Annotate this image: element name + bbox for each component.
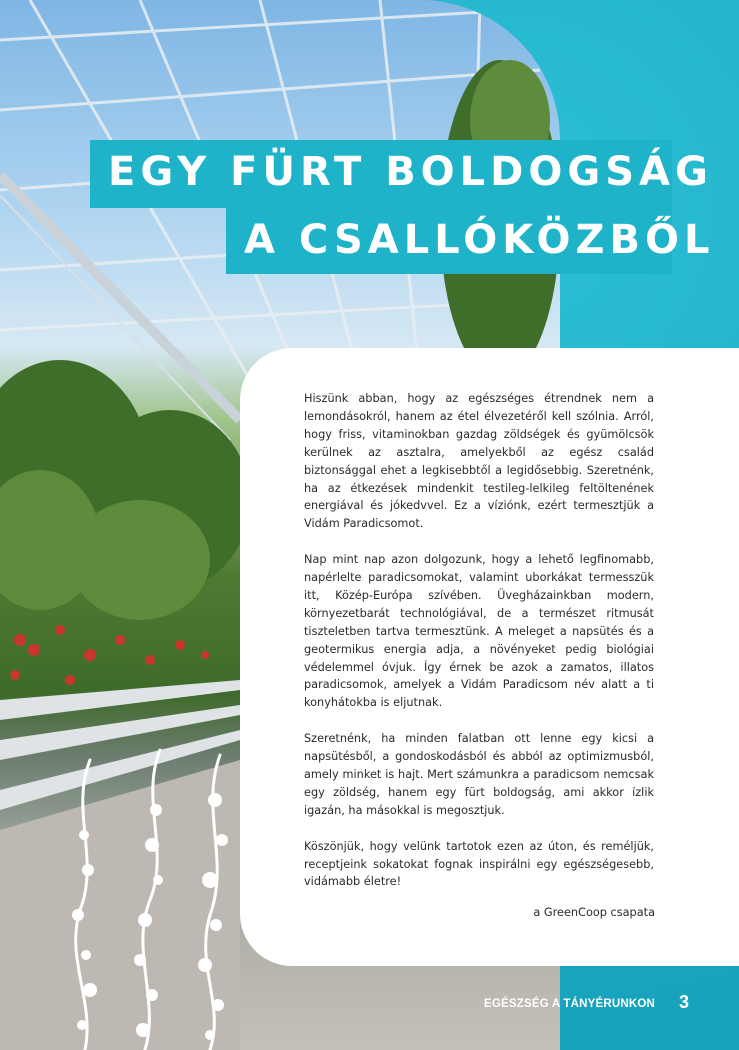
page-number: 3 [678,992,689,1012]
tomato-vine-decoration [60,740,280,1050]
signature: a GreenCoop csapata [533,906,655,919]
text-card [240,348,739,966]
title-line-1: EGY FÜRT BOLDOGSÁG [90,140,672,208]
paragraph-3: Szeretnénk, ha minden falatban ott lenne egy kicsi a napsütésből, a gondoskodásból és abból az optimizmusból, amely minket is hajt. Mert számunkra a paradicsom nemcsak egy zöldség, hanem egy fürt boldogság, ami akkor ízlik igazán, ha másokkal is megosztjuk. [304,732,654,817]
footer-section-label: EGÉSZSÉG A TÁNYÉRUNKON [484,998,655,1010]
paragraph-2: Nap mint nap azon dolgozunk, hogy a lehető legfinomabb, napérlelte paradicsomokat, valamint uborkákat termesszük itt, Közép-Európa szívében. Üvegházainkban modern, környezetbarát technológiával, de a természet ritmusát tiszteletben tartva termesztünk. A meleget a napsütés és a geotermikus energia adja, a növényeket pedig biológiai védelemmel óvjuk. Így érnek be azok a zamatos, illatos paradicsomok, amelyek a Vidám Paradicsom név alatt a ti konyhátokba is eljutnak. [304,553,654,710]
title-line-2: A CSALLÓKÖZBŐL [226,208,672,274]
body-text [304,390,654,909]
paragraph-1: Hiszünk abban, hogy az egészséges étrendnek nem a lemondásokról, hanem az étel élvezetéről kell szólnia. Arról, hogy friss, vitaminokban gazdag zöldségek és gyümölcsök kerülnek az asztalra, amelyekből az egész család biztonsággal ehet a legkisebbtől a legidősebbig. Szeretnénk, ha az étkezések mindenkit testileg-lelkileg feltöltenének energiával és jókedvvel. Ez a víziónk, ezért termesztjük a Vidám Paradicsomot. [304,392,654,531]
paragraph-4: Köszönjük, hogy velünk tartotok ezen az úton, és reméljük, receptjeink sokatokat fognak inspirálni egy egészségesebb, vidámabb életre! [304,839,654,889]
